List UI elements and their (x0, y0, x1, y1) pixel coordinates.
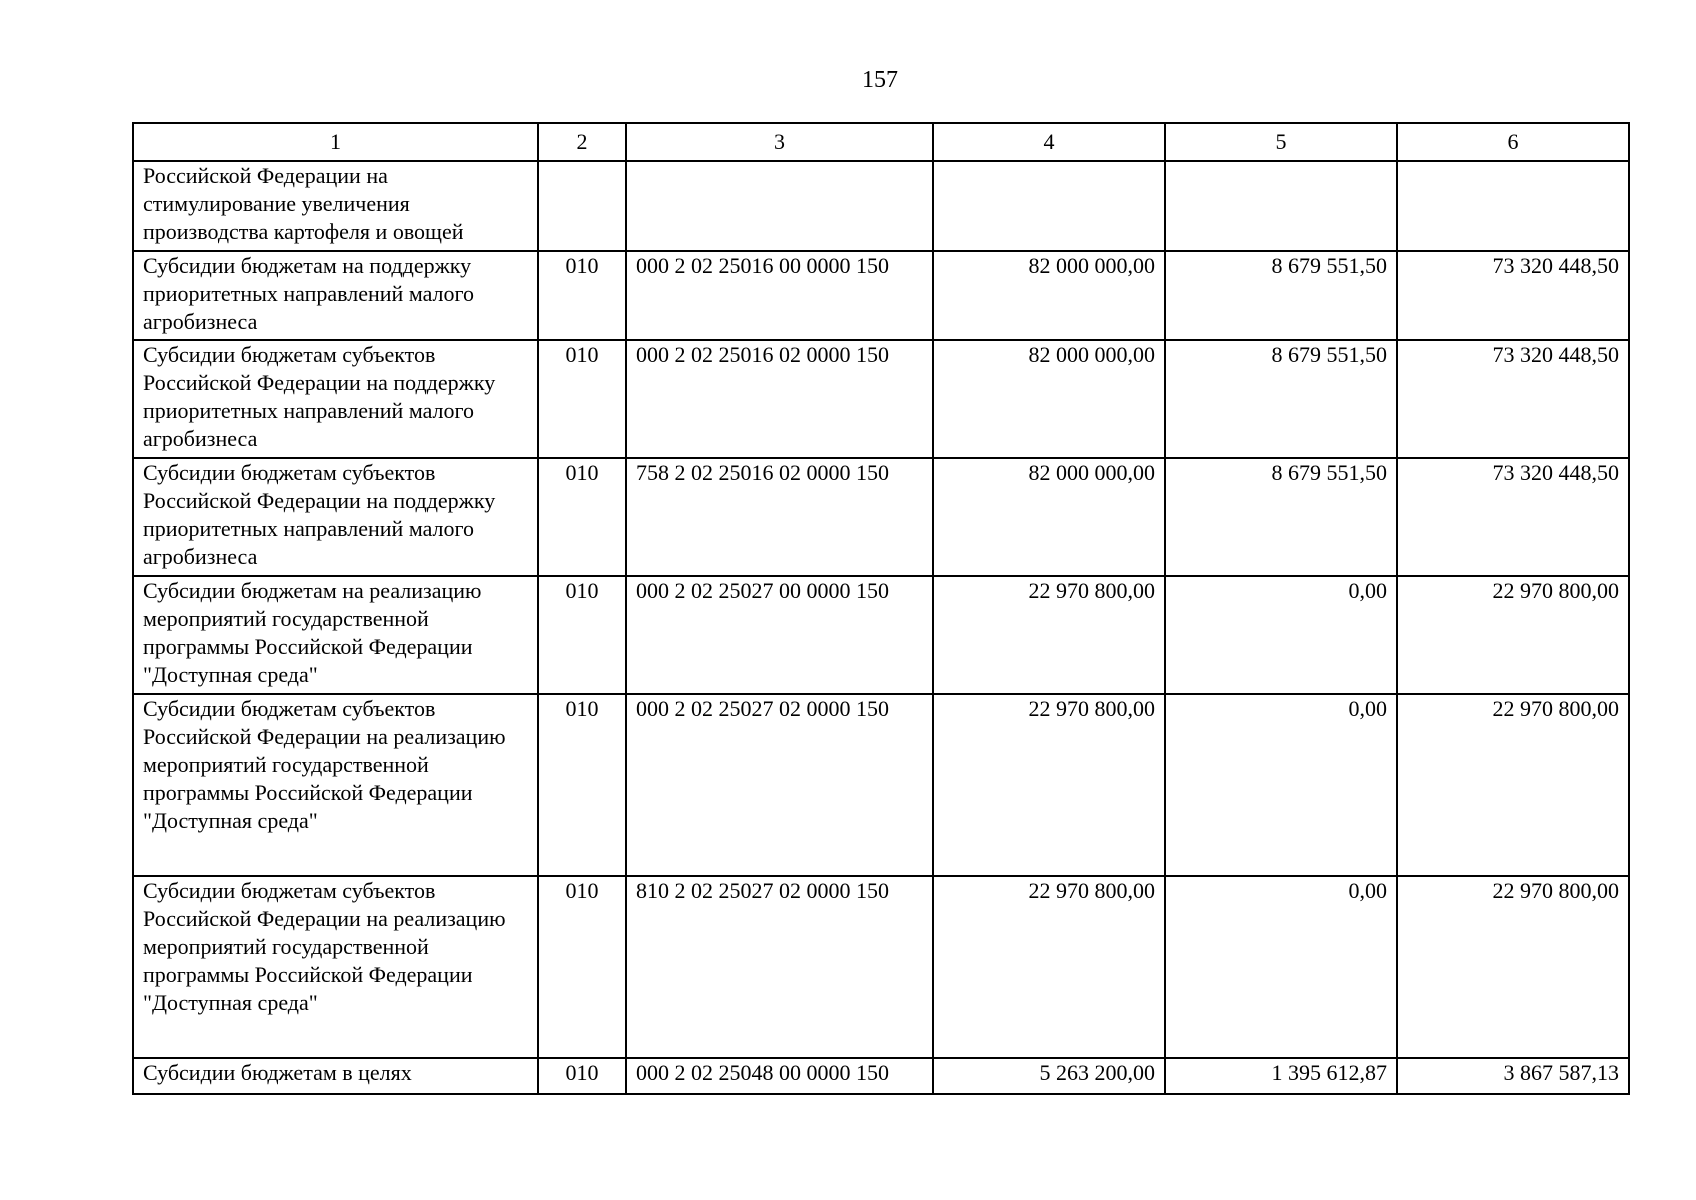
row-code-cell: 000 2 02 25027 02 0000 150 (626, 694, 933, 876)
row-name-cell: Субсидии бюджетам субъектов Российской Федерации на поддержку приоритетных направлений малого агробизнеса (133, 458, 538, 576)
row-code-cell: 000 2 02 25016 02 0000 150 (626, 340, 933, 458)
table-header-row (133, 123, 1629, 161)
row-value5-cell: 0,00 (1165, 876, 1397, 1058)
row-code-cell: 810 2 02 25027 02 0000 150 (626, 876, 933, 1058)
row-code-cell (626, 161, 933, 251)
column-header-2: 2 (538, 123, 626, 161)
row-col2-cell: 010 (538, 340, 626, 458)
table-row (133, 876, 1629, 1058)
table-row (133, 576, 1629, 694)
row-code-cell: 000 2 02 25048 00 0000 150 (626, 1058, 933, 1094)
row-value4-cell: 82 000 000,00 (933, 340, 1165, 458)
column-header-1: 1 (133, 123, 538, 161)
row-name-cell: Российской Федерации на стимулирование увеличения производства картофеля и овощей (133, 161, 538, 251)
row-name-cell: Субсидии бюджетам в целях (133, 1058, 538, 1094)
budget-table (132, 122, 1630, 1095)
row-code-cell: 000 2 02 25016 00 0000 150 (626, 251, 933, 340)
table-row (133, 694, 1629, 876)
row-name-cell: Субсидии бюджетам субъектов Российской Федерации на поддержку приоритетных направлений малого агробизнеса (133, 340, 538, 458)
row-value4-cell: 22 970 800,00 (933, 694, 1165, 876)
row-col2-cell: 010 (538, 251, 626, 340)
row-value5-cell (1165, 161, 1397, 251)
row-value4-cell (933, 161, 1165, 251)
row-value6-cell: 22 970 800,00 (1397, 876, 1629, 1058)
row-value6-cell: 22 970 800,00 (1397, 694, 1629, 876)
table-row (133, 458, 1629, 576)
table-row (133, 340, 1629, 458)
column-header-6: 6 (1397, 123, 1629, 161)
row-value5-cell: 0,00 (1165, 576, 1397, 694)
row-value6-cell: 73 320 448,50 (1397, 340, 1629, 458)
row-code-cell: 000 2 02 25027 00 0000 150 (626, 576, 933, 694)
row-col2-cell: 010 (538, 876, 626, 1058)
row-col2-cell: 010 (538, 576, 626, 694)
row-name-cell: Субсидии бюджетам субъектов Российской Федерации на реализацию мероприятий государственной программы Российской Федерации "Доступная среда" (133, 694, 538, 876)
row-value6-cell: 73 320 448,50 (1397, 458, 1629, 576)
row-value5-cell: 0,00 (1165, 694, 1397, 876)
row-value6-cell: 22 970 800,00 (1397, 576, 1629, 694)
row-value5-cell: 8 679 551,50 (1165, 340, 1397, 458)
column-header-3: 3 (626, 123, 933, 161)
row-value6-cell: 3 867 587,13 (1397, 1058, 1629, 1094)
row-value4-cell: 5 263 200,00 (933, 1058, 1165, 1094)
row-value4-cell: 82 000 000,00 (933, 251, 1165, 340)
row-col2-cell: 010 (538, 458, 626, 576)
row-name-cell: Субсидии бюджетам субъектов Российской Федерации на реализацию мероприятий государственной программы Российской Федерации "Доступная среда" (133, 876, 538, 1058)
table-row (133, 1058, 1629, 1094)
row-value4-cell: 82 000 000,00 (933, 458, 1165, 576)
row-col2-cell (538, 161, 626, 251)
column-header-5: 5 (1165, 123, 1397, 161)
table-row (133, 251, 1629, 340)
row-name-cell: Субсидии бюджетам на реализацию мероприятий государственной программы Российской Федерации "Доступная среда" (133, 576, 538, 694)
row-value5-cell: 8 679 551,50 (1165, 458, 1397, 576)
row-value4-cell: 22 970 800,00 (933, 876, 1165, 1058)
table-row (133, 161, 1629, 251)
column-header-4: 4 (933, 123, 1165, 161)
row-code-cell: 758 2 02 25016 02 0000 150 (626, 458, 933, 576)
row-value4-cell: 22 970 800,00 (933, 576, 1165, 694)
row-value5-cell: 1 395 612,87 (1165, 1058, 1397, 1094)
page-number: 157 (862, 67, 898, 93)
row-value6-cell: 73 320 448,50 (1397, 251, 1629, 340)
row-value5-cell: 8 679 551,50 (1165, 251, 1397, 340)
row-col2-cell: 010 (538, 1058, 626, 1094)
row-name-cell: Субсидии бюджетам на поддержку приоритетных направлений малого агробизнеса (133, 251, 538, 340)
row-value6-cell (1397, 161, 1629, 251)
row-col2-cell: 010 (538, 694, 626, 876)
